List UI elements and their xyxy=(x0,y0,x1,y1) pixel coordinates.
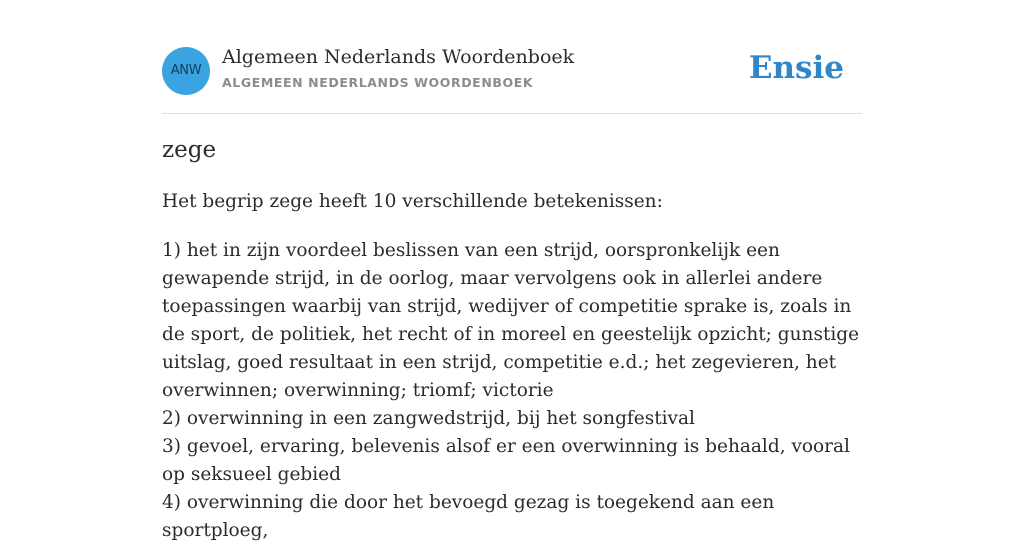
page-title: zege xyxy=(162,137,217,163)
ensie-brand-link[interactable]: Ensie xyxy=(748,50,844,86)
header xyxy=(162,0,862,114)
meaning-item: 4) overwinning die door het bevoegd gezag is toegekend aan een sportploeg, xyxy=(162,492,775,541)
dictionary-logo[interactable]: ANW xyxy=(162,47,210,95)
meaning-item: 2) overwinning in een zangwedstrijd, bij het songfestival xyxy=(162,408,695,429)
intro-text: Het begrip zege heeft 10 verschillende betekenissen: xyxy=(162,191,663,212)
meanings-list xyxy=(162,237,862,545)
dictionary-subtitle: ALGEMEEN NEDERLANDS WOORDENBOEK xyxy=(222,75,534,90)
page xyxy=(162,0,862,541)
meaning-item: 1) het in zijn voordeel beslissen van een strijd, oorspronkelijk een gewapende strijd, in de oorlog, maar vervolgens ook in allerlei andere toepassingen waarbij van strijd, wedijver of competitie sprake is, zoals in de sport, de politiek, het recht of in moreel en geestelijk opzicht; gunstige uitslag, goed resultaat in een strijd, competitie e.d.; het zegevieren, het overwinnen; overwinning; triomf; victorie xyxy=(162,240,860,401)
dictionary-title[interactable]: Algemeen Nederlands Woordenboek xyxy=(222,46,575,68)
meaning-item: 3) gevoel, ervaring, belevenis alsof er een overwinning is behaald, vooral op seksueel gebied xyxy=(162,436,850,485)
